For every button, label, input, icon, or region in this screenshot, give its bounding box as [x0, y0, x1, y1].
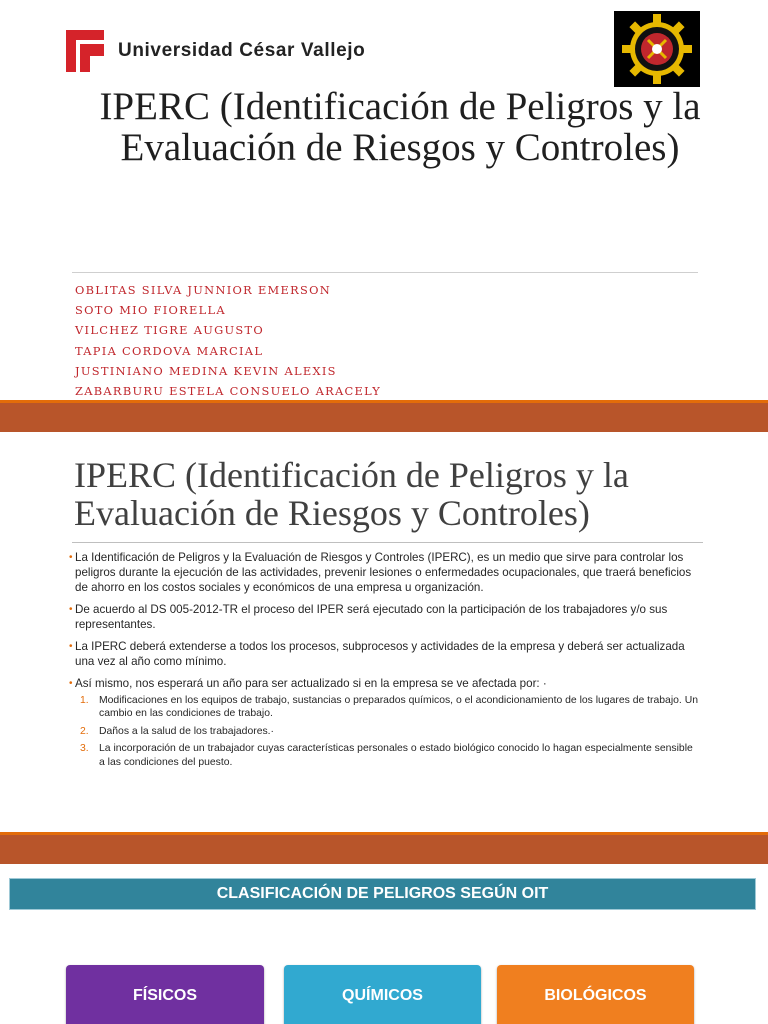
category-card-fisicos: FÍSICOS	[66, 965, 264, 1024]
author-item: OBLITAS SILVA JUNNIOR EMERSON	[75, 283, 332, 297]
item-number: 2.	[80, 725, 89, 737]
classification-banner: CLASIFICACIÓN DE PELIGROS SEGÚN OIT	[9, 878, 756, 910]
bullet-item: • La IPERC deberá extenderse a todos los procesos, subprocesos y actividades de la empresa y deberá ser actualizada una vez al año como mínimo.	[70, 639, 700, 669]
divider	[72, 542, 703, 543]
content-slide	[0, 432, 768, 832]
gear-seal-icon	[614, 11, 700, 87]
slide-separator-band	[0, 835, 768, 864]
university-name: Universidad César Vallejo	[118, 40, 366, 61]
classification-slide	[0, 864, 768, 1024]
author-item: ZABARBURU ESTELA CONSUELO ARACELY	[75, 384, 382, 399]
item-text: Daños a la salud de los trabajadores.·	[99, 725, 275, 737]
item-text: La incorporación de un trabajador cuyas características personales o estado biológico conocido lo hagan especialmente sensible a las condiciones del puesto.	[99, 743, 693, 768]
engineering-seal-logo	[614, 11, 700, 87]
slide-separator-band	[0, 403, 768, 432]
author-item: SOTO MIO FIORELLA	[75, 303, 226, 318]
item-number: 3.	[80, 743, 89, 755]
numbered-list	[80, 694, 700, 769]
author-item: JUSTINIANO MEDINA KEVIN ALEXIS	[75, 363, 337, 378]
bullet-item: • La Identificación de Peligros y la Evaluación de Riesgos y Controles (IPERC), es un medio que sirve para controlar los peligros durante la ejecución de las actividades, prevenir lesiones o enfermedades ocupacionales, que traerá beneficios de ahorro en los costos sociales y económicos de una empresa u organización.	[70, 550, 700, 595]
author-item: TAPIA CORDOVA MARCIAL	[75, 343, 264, 358]
numbered-item	[80, 725, 700, 738]
ucv-flag-icon	[64, 28, 106, 74]
slide-title: IPERC (Identificación de Peligros y la Evaluación de Riesgos y Controles)	[99, 85, 701, 169]
slide-title: IPERC (Identificación de Peligros y la Evaluación de Riesgos y Controles)	[74, 455, 629, 533]
item-text: Modificaciones en los equipos de trabajo, sustancias o preparados químicos, o el acondicionamiento de los lugares de trabajo. Un cambio en las condiciones de trabajo.	[99, 695, 698, 720]
numbered-item	[80, 742, 700, 769]
numbered-item	[80, 694, 700, 721]
bullet-item: • De acuerdo al DS 005-2012-TR el proceso del IPER será ejecutado con la participación de los trabajadores y/o sus representantes.	[70, 602, 700, 632]
author-item: VILCHEZ TIGRE AUGUSTO	[75, 323, 265, 338]
authors-list	[75, 280, 381, 400]
title-slide	[0, 0, 768, 400]
slide-body	[70, 550, 700, 773]
category-card-biologicos: BIOLÓGICOS	[497, 965, 694, 1024]
divider	[72, 272, 698, 273]
item-number: 1.	[80, 695, 89, 706]
category-card-quimicos: QUÍMICOS	[284, 965, 481, 1024]
university-logo	[64, 28, 365, 74]
bullet-item: • Así mismo, nos esperará un año para ser actualizado si en la empresa se ve afectada por: ·	[70, 676, 700, 691]
